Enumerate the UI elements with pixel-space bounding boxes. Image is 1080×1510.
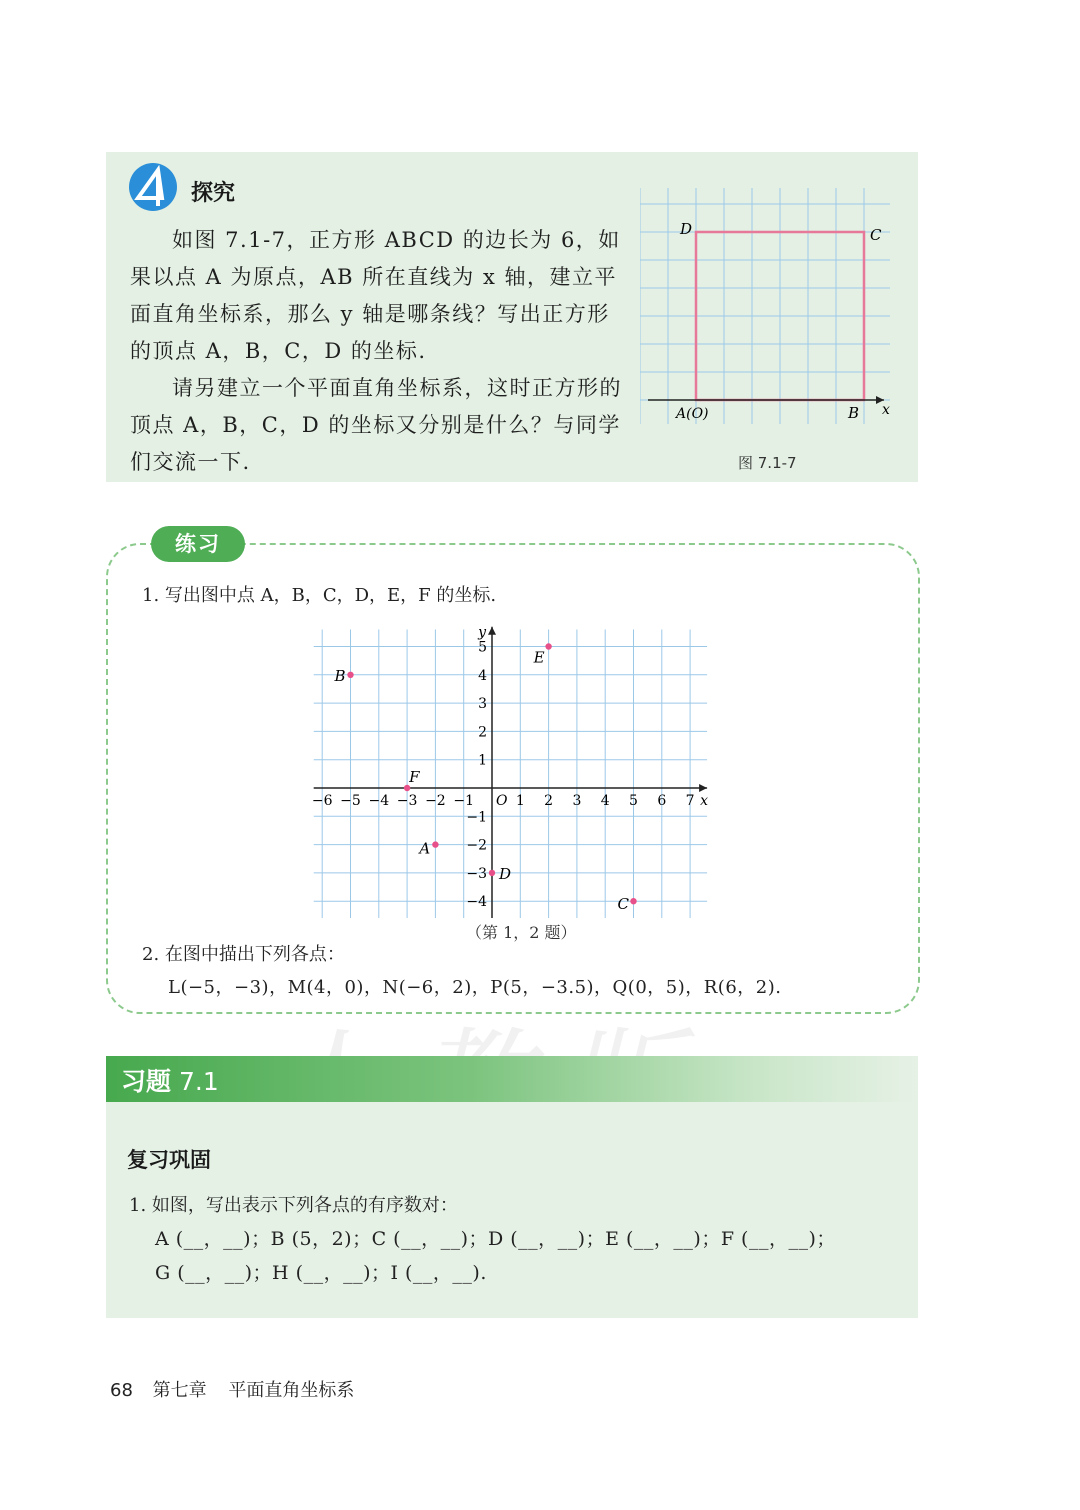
grid-caption: （第 1，2 题） [466,923,577,942]
point-label-b: B [334,666,346,685]
label-b: B [848,404,860,422]
exercise-title-text: 习题 [121,1067,172,1096]
square-figure-grid [640,188,890,424]
x-tick-label: −6 [311,793,333,809]
x-tick-label: 5 [629,793,638,809]
y-tick-label: 4 [478,667,487,684]
x-tick-label: 1 [515,793,525,809]
exercise-question-1-line-1: A (__，__)；B (5，2)；C (__，__)；D (__，__)；E (__，__)；F (__，__)； [155,1228,836,1250]
point-d [489,870,495,876]
label-d: D [680,220,693,238]
x-tick-label: −1 [453,793,475,809]
y-tick-label: −1 [466,809,487,826]
y-tick-label: 1 [478,752,487,769]
x-tick-label: 2 [544,793,554,809]
exercise-banner [106,1056,918,1102]
y-axis-label: y [478,624,486,641]
x-tick-label: 7 [685,793,695,809]
origin-label: O [496,793,508,809]
y-tick-label: 2 [478,724,487,741]
practice-question-2: 2. 在图中描出下列各点： [142,944,345,965]
page-footer [110,1376,354,1402]
chapter-number: 第七章 [152,1380,207,1401]
practice-label: 练习 [151,526,245,562]
explore-icon [128,162,178,212]
x-tick-label: −4 [368,793,390,809]
explore-title: 探究 [191,181,236,206]
point-label-d: D [499,864,512,883]
explore-paragraph-2: 请另建立一个平面直角坐标系，这时正方形的顶点 A，B，C，D 的坐标又分别是什么？与同学们交流一下. [130,376,622,474]
point-e [545,643,551,649]
x-tick-label: −5 [340,793,361,809]
square-figure-x-axis [648,396,884,404]
explore-paragraph-1: 如图 7.1-7，正方形 ABCD 的边长为 6，如果以点 A 为原点，AB 所在直线为 x 轴，建立平面直角坐标系，那么 y 轴是哪条线？写出正方形的顶点 A，B，C，D 的坐标. [130,228,621,363]
point-c [630,898,636,904]
x-tick-label: 3 [572,793,582,809]
label-x-axis: x [882,402,890,418]
y-tick-label: 5 [478,639,487,656]
point-label-a: A [419,839,431,858]
figure-caption: 图 7.1-7 [738,454,797,472]
point-b [347,672,353,678]
y-tick-label: 3 [478,696,487,713]
x-tick-label: −3 [396,793,418,809]
x-tick-label: 6 [657,793,667,809]
label-a-origin: A(O) [676,406,709,422]
chapter-title: 平面直角坐标系 [228,1380,355,1401]
label-c: C [870,226,882,244]
y-tick-label: −4 [466,894,487,911]
x-axis-label: x [700,793,709,809]
square-figure [640,188,900,428]
x-tick-label: −2 [425,793,446,809]
practice-question-2-points: L(−5，−3)，M(4，0)，N(−6，2)，P(5，−3.5)，Q(0，5)，R(6，2). [168,977,782,998]
point-a [432,841,438,847]
x-axis-arrow [699,784,707,792]
y-tick-label: −2 [466,837,487,854]
exercise-title-number: 7.1 [178,1067,219,1096]
x-tick-label: 4 [600,793,610,809]
coordinate-grid-chart [310,618,720,918]
explore-text [130,222,622,481]
y-axis-arrow [488,627,496,635]
point-label-c: C [617,895,629,914]
y-tick-label: −3 [466,865,487,882]
exercise-title [121,1062,219,1098]
point-label-f: F [409,768,420,786]
practice-question-1: 1. 写出图中点 A，B，C，D，E，F 的坐标. [142,585,497,606]
page-number: 68 [110,1380,133,1401]
exercise-question-1-line-2: G (__，__)；H (__，__)；I (__，__). [155,1262,487,1284]
review-section-title: 复习巩固 [127,1148,211,1172]
exercise-question-1: 1. 如图，写出表示下列各点的有序数对： [129,1195,458,1216]
point-label-e: E [533,648,545,667]
